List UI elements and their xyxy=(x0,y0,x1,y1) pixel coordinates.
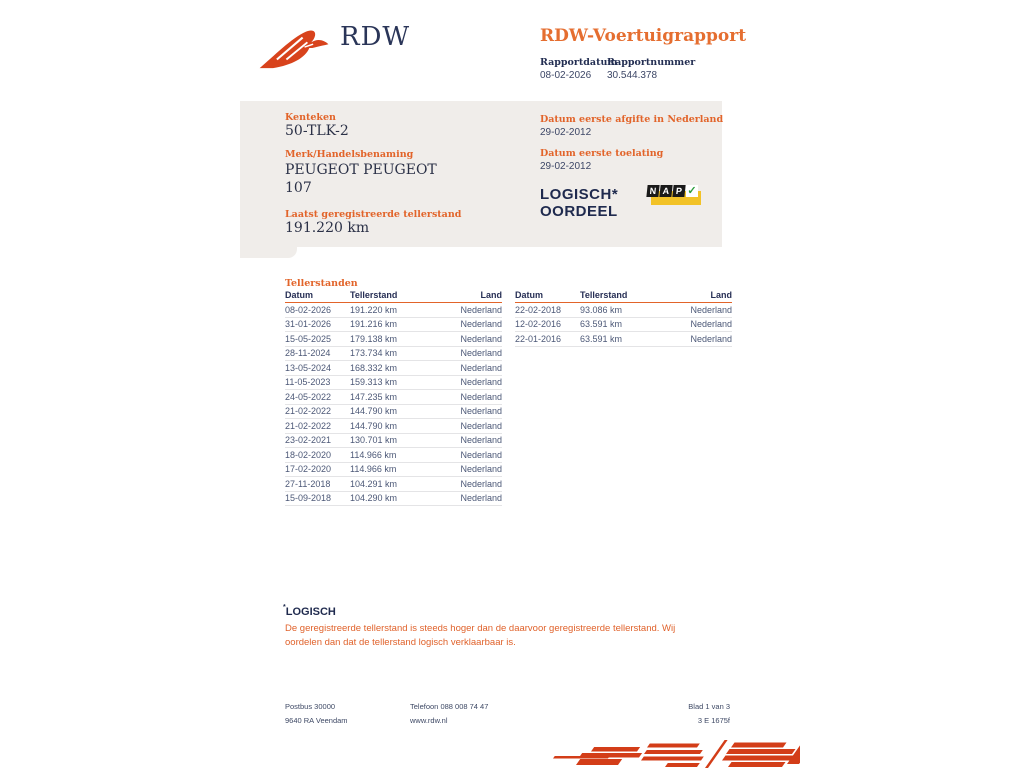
table-row xyxy=(285,376,502,391)
cell-land: Nederland xyxy=(690,333,732,344)
kenteken-label: Kenteken xyxy=(285,112,336,123)
cell-datum: 17-02-2020 xyxy=(285,464,332,475)
nap-letter-a: A xyxy=(659,185,672,197)
column-header-tellerstand: Tellerstand xyxy=(350,290,398,300)
cell-tellerstand: 179.138 km xyxy=(350,333,398,344)
cell-datum: 08-02-2026 xyxy=(285,304,332,315)
table-row xyxy=(285,332,502,347)
cell-datum: 28-11-2024 xyxy=(285,348,331,359)
oordeel-text xyxy=(540,186,618,220)
cell-tellerstand: 159.313 km xyxy=(350,377,398,388)
cell-datum: 15-09-2018 xyxy=(285,493,332,504)
cell-land: Nederland xyxy=(460,493,502,504)
oordeel-line2: OORDEEL xyxy=(540,203,618,220)
cell-land: Nederland xyxy=(460,377,502,388)
cell-datum: 11-05-2023 xyxy=(285,377,331,388)
tellerstand-value: 191.220 km xyxy=(285,220,370,236)
footer-address-line1: Postbus 30000 xyxy=(285,702,336,711)
kenteken-value: 50-TLK-2 xyxy=(285,123,349,139)
cell-land: Nederland xyxy=(460,478,502,489)
cell-tellerstand: 93.086 km xyxy=(580,304,623,315)
cell-datum: 13-05-2024 xyxy=(285,362,332,373)
table-row xyxy=(285,448,502,463)
cell-tellerstand: 168.332 km xyxy=(350,362,398,373)
tellerstand-label: Laatst geregistreerde tellerstand xyxy=(285,209,462,220)
cell-land: Nederland xyxy=(460,449,502,460)
oordeel-line1: LOGISCH* xyxy=(540,186,619,203)
cell-land: Nederland xyxy=(460,333,502,344)
tellerstanden-table-right xyxy=(515,290,732,347)
cell-land: Nederland xyxy=(460,435,502,446)
table-row xyxy=(285,463,502,478)
cell-land: Nederland xyxy=(690,319,732,330)
table-row xyxy=(285,434,502,449)
table-row xyxy=(285,347,502,362)
toelating-label: Datum eerste toelating xyxy=(540,148,664,159)
cell-datum: 23-02-2021 xyxy=(285,435,332,446)
cell-tellerstand: 191.216 km xyxy=(350,319,398,330)
cell-land: Nederland xyxy=(460,406,502,417)
cell-datum: 18-02-2020 xyxy=(285,449,332,460)
afgifte-value: 29-02-2012 xyxy=(540,127,592,138)
tellerstanden-table-left xyxy=(285,290,502,506)
cell-tellerstand: 104.290 km xyxy=(350,493,398,504)
table-row xyxy=(285,318,502,333)
table-row xyxy=(285,390,502,405)
column-header-land: Land xyxy=(480,290,502,300)
footer-doc-code: 3 E 1675f xyxy=(697,716,730,725)
cell-land: Nederland xyxy=(460,348,502,359)
footnote-title-text: LOGISCH xyxy=(285,606,336,618)
table-row xyxy=(285,405,502,420)
cell-tellerstand: 130.701 km xyxy=(350,435,398,446)
table-row xyxy=(285,303,502,318)
cell-land: Nederland xyxy=(460,319,502,330)
table-row xyxy=(515,318,732,333)
cell-datum: 12-02-2016 xyxy=(515,319,562,330)
cell-tellerstand: 104.291 km xyxy=(350,478,398,489)
table-row xyxy=(285,419,502,434)
cell-land: Nederland xyxy=(460,391,502,402)
afgifte-label: Datum eerste afgifte in Nederland xyxy=(540,114,724,125)
tellerstanden-section-title: Tellerstanden xyxy=(285,278,358,289)
cell-land: Nederland xyxy=(460,304,502,315)
merk-value: PEUGEOT PEUGEOT 107 xyxy=(285,162,437,196)
cell-datum: 21-02-2022 xyxy=(285,406,332,417)
cell-datum: 21-02-2022 xyxy=(285,420,332,431)
cell-tellerstand: 144.790 km xyxy=(350,406,398,417)
rdw-wordmark: RDW xyxy=(340,22,411,52)
merk-label: Merk/Handelsbenaming xyxy=(285,149,414,160)
table-row xyxy=(515,303,732,318)
cell-land: Nederland xyxy=(690,304,732,315)
cell-tellerstand: 191.220 km xyxy=(350,304,398,315)
footer-page-number: Blad 1 van 3 xyxy=(688,702,730,711)
cell-datum: 31-01-2026 xyxy=(285,319,332,330)
cell-tellerstand: 144.790 km xyxy=(350,420,398,431)
table-row xyxy=(285,361,502,376)
toelating-value: 29-02-2012 xyxy=(540,161,592,172)
table-row xyxy=(285,477,502,492)
nap-letter-p: P xyxy=(672,185,685,197)
cell-tellerstand: 114.966 km xyxy=(350,449,397,460)
footnote-marker: * xyxy=(283,604,286,611)
rdw-bird-logo-icon xyxy=(256,28,334,70)
rapportdatum-value: 08-02-2026 xyxy=(540,70,592,81)
table-header-row xyxy=(515,290,732,303)
table-header-row xyxy=(285,290,502,303)
page-title: RDW-Voertuigrapport xyxy=(540,26,747,46)
footnote-title xyxy=(283,604,336,618)
footnote-body: De geregistreerde tellerstand is steeds hoger dan de daarvoor geregistreerde tellerstand. Wij oordelen dan dat de tellerstand logisch verklaarbaar is. xyxy=(285,623,676,648)
nap-letter-n: N xyxy=(646,185,659,197)
footer-address-line2: 9640 RA Veendam xyxy=(285,716,348,725)
vehicle-summary-box-tab xyxy=(240,247,297,258)
column-header-datum: Datum xyxy=(285,290,314,300)
footer-phone: Telefoon 088 008 74 47 xyxy=(410,702,489,711)
cell-datum: 27-11-2018 xyxy=(285,478,331,489)
cell-land: Nederland xyxy=(460,464,502,475)
rapportnummer-value: 30.544.378 xyxy=(607,70,658,81)
cell-tellerstand: 63.591 km xyxy=(580,333,623,344)
cell-tellerstand: 173.734 km xyxy=(350,348,398,359)
column-header-datum: Datum xyxy=(515,290,544,300)
cell-land: Nederland xyxy=(460,362,502,373)
rapportdatum-label: Rapportdatum xyxy=(540,57,618,68)
footer-wing-graphic-icon xyxy=(545,740,800,768)
cell-tellerstand: 63.591 km xyxy=(580,319,623,330)
nap-check-icon: ✓ xyxy=(687,185,697,197)
column-header-tellerstand: Tellerstand xyxy=(580,290,628,300)
table-row xyxy=(285,492,502,507)
cell-tellerstand: 147.235 km xyxy=(350,391,398,402)
footer-website: www.rdw.nl xyxy=(410,716,448,725)
table-row xyxy=(515,332,732,347)
footer-contact xyxy=(410,700,488,728)
footer-pageinfo xyxy=(610,700,730,728)
nap-logo-icon xyxy=(647,185,703,207)
footer-address xyxy=(285,700,348,728)
cell-tellerstand: 114.966 km xyxy=(350,464,397,475)
column-header-land: Land xyxy=(710,290,732,300)
cell-datum: 15-05-2025 xyxy=(285,333,332,344)
cell-land: Nederland xyxy=(460,420,502,431)
cell-datum: 24-05-2022 xyxy=(285,391,332,402)
cell-datum: 22-01-2016 xyxy=(515,333,562,344)
cell-datum: 22-02-2018 xyxy=(515,304,562,315)
rapportnummer-label: Rapportnummer xyxy=(607,57,696,68)
